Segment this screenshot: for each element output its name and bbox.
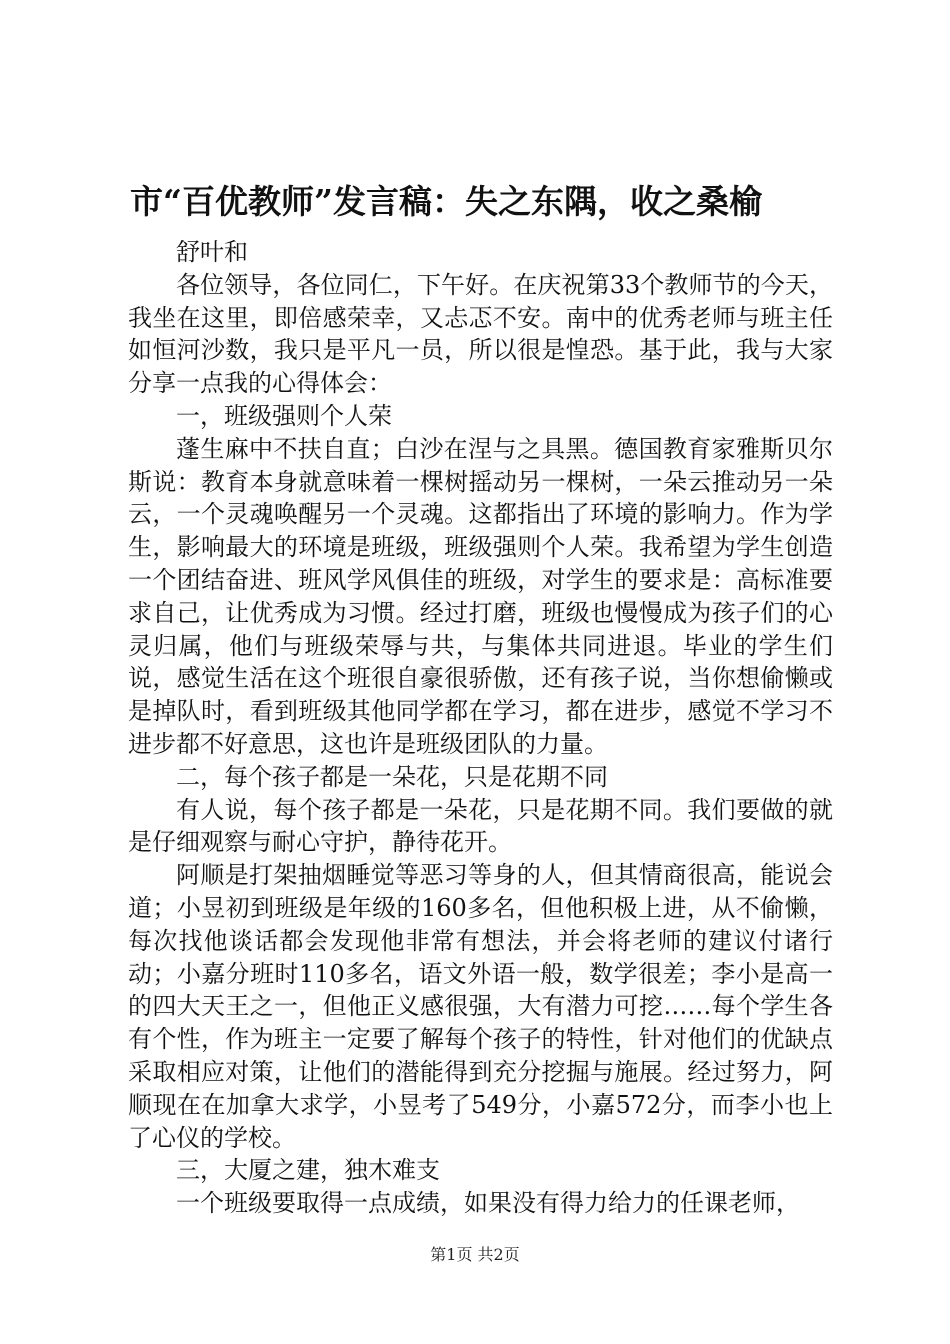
document-title: 市“百优教师”发言稿：失之东隅，收之桑榆 [130, 182, 762, 221]
author-name: 舒叶和 [176, 238, 248, 266]
section-heading-3: 三，大厦之建，独木难支 [176, 1156, 440, 1185]
page-number-footer: 第1页 共2页 [430, 1245, 520, 1264]
section-heading-2: 二，每个孩子都是一朵花，只是花期不同 [176, 762, 608, 791]
document-body [128, 236, 833, 1220]
section-heading-1: 一，班级强则个人荣 [176, 401, 392, 430]
paragraph-section-1: 蓬生麻中不扶自直；白沙在涅与之具黑。德国教育家雅斯贝尔斯说：教育本身就意味着一棵树摇动另一棵树，一朵云推动另一朵云，一个灵魂唤醒另一个灵魂。这都指出了环境的影响力。作为学生，影响最大的环境是班级，班级强则个人荣。我希望为学生创造一个团结奋进、班风学风俱佳的班级，对学生的要求是：高标准要求自己，让优秀成为习惯。经过打磨，班级也慢慢成为孩子们的心灵归属，他们与班级荣辱与共，与集体共同进退。毕业的学生们说，感觉生活在这个班很自豪很骄傲，还有孩子说，当你想偷懒或是掉队时，看到班级其他同学都在学习，都在进步，感觉不学习不进步都不好意思，这也许是班级团队的力量。 [128, 434, 833, 758]
paragraph-greeting: 各位领导，各位同仁，下午好。在庆祝第33个教师节的今天，我坐在这里，即倍感荣幸，又忐忑不安。南中的优秀老师与班主任如恒河沙数，我只是平凡一员，所以很是惶恐。基于此，我与大家分享一点我的心得体会： [128, 270, 833, 398]
paragraph-section-2a: 有人说，每个孩子都是一朵花，只是花期不同。我们要做的就是仔细观察与耐心守护，静待花开。 [128, 795, 833, 857]
paragraph-section-3: 一个班级要取得一点成绩，如果没有得力给力的任课老师， [176, 1189, 800, 1218]
paragraph-section-2b: 阿顺是打架抽烟睡觉等恶习等身的人，但其情商很高，能说会道；小昱初到班级是年级的160多名，但他积极上进，从不偷懒，每次找他谈话都会发现他非常有想法，并会将老师的建议付诸行动；小嘉分班时110多名，语文外语一般，数学很差；李小是高一的四大天王之一，但他正义感很强，大有潜力可挖……每个学生各有个性，作为班主一定要了解每个孩子的特性，针对他们的优缺点采取相应对策，让他们的潜能得到充分挖掘与施展。经过努力，阿顺现在在加拿大求学，小昱考了549分，小嘉572分，而李小也上了心仪的学校。 [128, 861, 833, 1152]
